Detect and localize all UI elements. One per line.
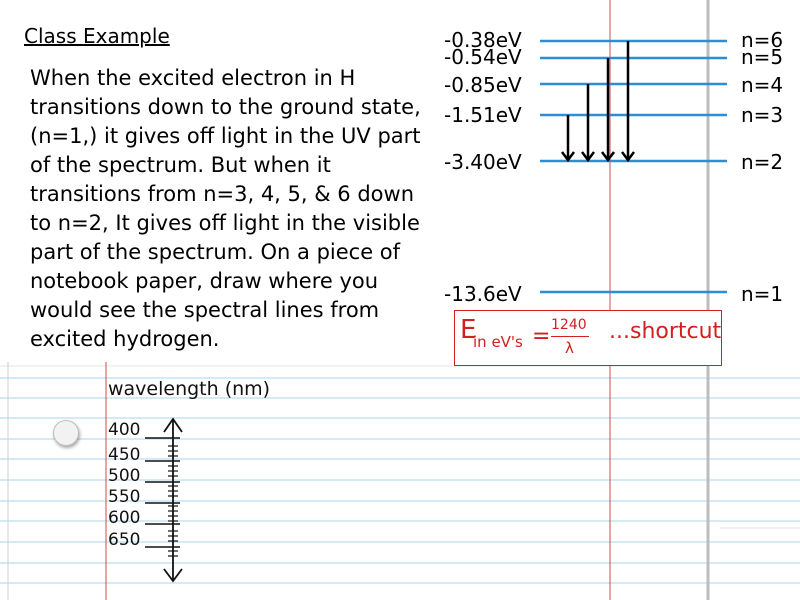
formula-equals: = — [532, 324, 551, 349]
energy-value-label: -0.38eV — [444, 28, 522, 52]
energy-value-label: -13.6eV — [444, 282, 522, 306]
wavelength-tick-label: 450 — [108, 445, 141, 465]
formula-denominator: λ — [565, 339, 574, 357]
energy-value-label: -3.40eV — [444, 150, 522, 174]
slide-title: Class Example — [24, 24, 170, 48]
energy-value-label: -0.54eV — [444, 45, 522, 69]
quantum-number-label: n=1 — [741, 282, 784, 306]
slide-body-text: When the excited electron in H transitions down to the ground state, (n=1,) it gives off light in the UV part of the spectrum. But when it transitions from n=3, 4, 5, & 6 down to n=2, It gives off light in the visible part of the spectrum. On a piece of notebook paper, draw where you would see the spectral lines from excited hydrogen. — [30, 66, 421, 351]
energy-value-label: -0.85eV — [444, 73, 522, 97]
formula-energy-symbol: E — [460, 315, 477, 345]
quantum-number-label: n=4 — [741, 73, 784, 97]
wavelength-tick-label: 600 — [108, 508, 141, 528]
wavelength-tick-label: 550 — [108, 487, 141, 507]
quantum-number-label: n=6 — [741, 28, 784, 52]
wavelength-tick-label: 500 — [108, 466, 141, 486]
formula-numerator: 1240 — [551, 317, 587, 333]
energy-value-label: -1.51eV — [444, 103, 522, 127]
quantum-number-label: n=3 — [741, 103, 784, 127]
quantum-number-label: n=2 — [741, 150, 784, 174]
quantum-number-label: n=5 — [741, 45, 784, 69]
formula-subscript: in eV's — [473, 333, 523, 351]
wavelength-tick-label: 400 — [108, 420, 141, 440]
formula-shortcut-note: ...shortcut — [609, 319, 722, 344]
wavelength-axis-title: wavelength (nm) — [108, 378, 271, 400]
wavelength-tick-label: 650 — [108, 530, 141, 550]
